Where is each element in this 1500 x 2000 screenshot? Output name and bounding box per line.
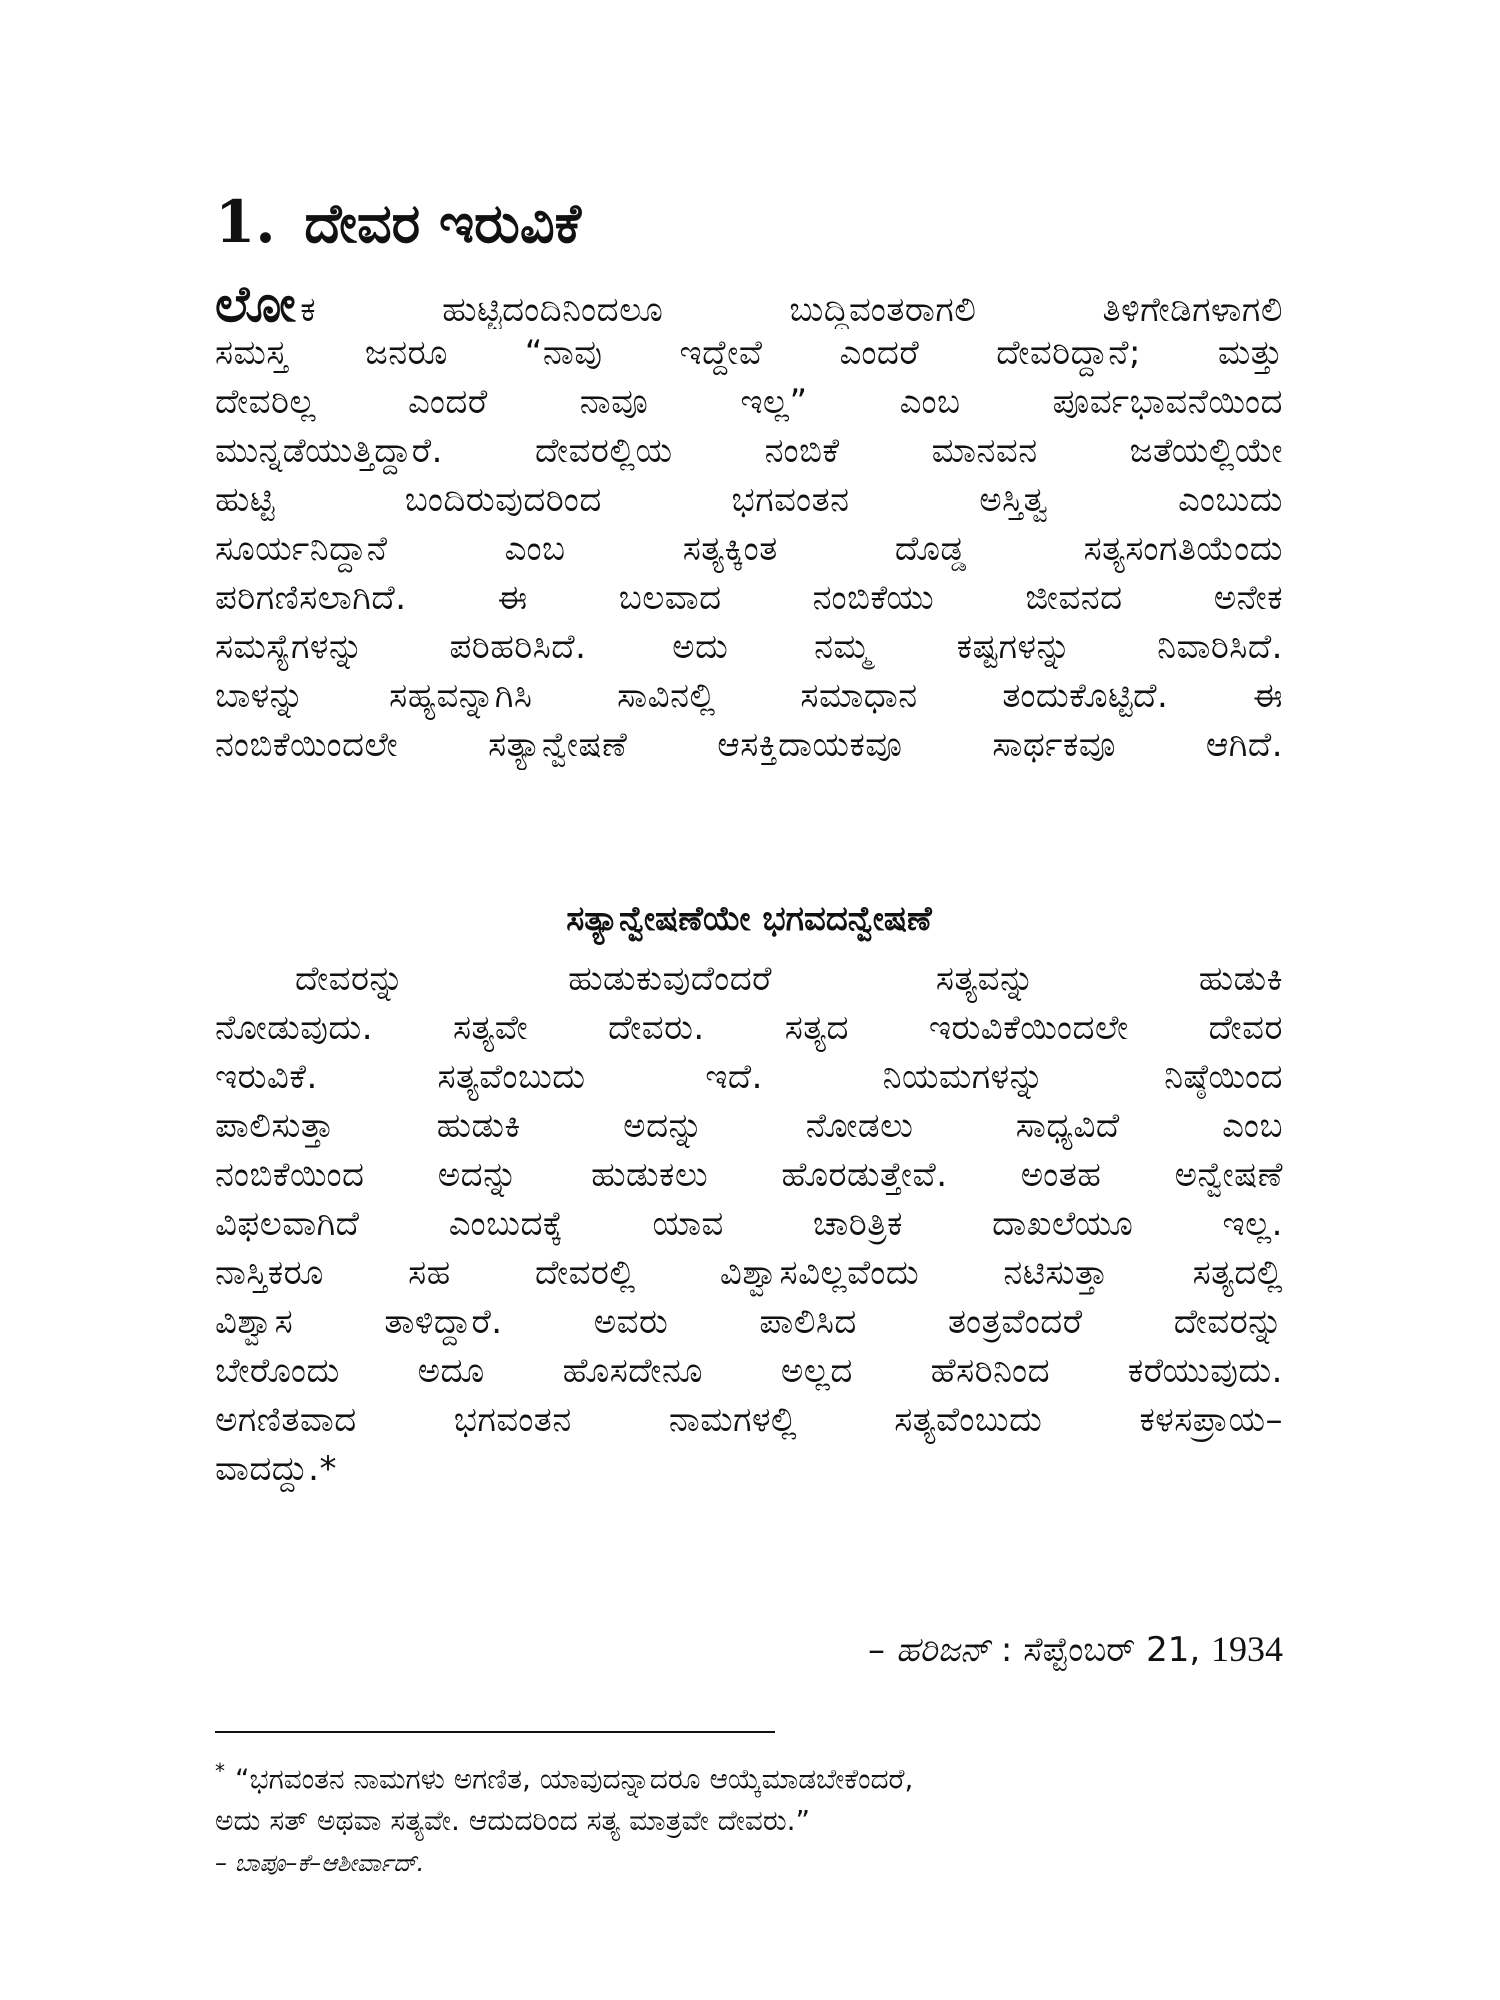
footnote-line: ಅದು ಸತ್ ಅಥವಾ ಸತ್ಯವೇ. ಆದುದರಿಂದ ಸತ್ಯ ಮಾತ್ರವೇ ದೇವರು.” [215, 1804, 811, 1838]
footnote-marker: * [215, 1759, 225, 1783]
footnote-line-text: “ಭಗವಂತನ ನಾಮಗಳು ಅಗಣಿತ, ಯಾವುದನ್ನಾದರೂ ಆಯ್ಕೆಮಾಡಬೇಕೆಂದರೆ, [235, 1762, 914, 1796]
chapter-number: 1. [215, 188, 276, 256]
chapter-title [215, 188, 581, 256]
paragraph-line: ವಿಫಲವಾಗಿದೆ ಎಂಬುದಕ್ಕೆ ಯಾವ ಚಾರಿತ್ರಿಕ ದಾಖಲೆಯೂ ಇಲ್ಲ. [215, 1204, 1283, 1244]
paragraph-line: ಪಾಲಿಸುತ್ತಾ ಹುಡುಕಿ ಅದನ್ನು ನೋಡಲು ಸಾಧ್ಯವಿದೆ ಎಂಬ [215, 1106, 1283, 1146]
paragraph-line: ದೇವರನ್ನು ಹುಡುಕುವುದೆಂದರೆ ಸತ್ಯವನ್ನು ಹುಡುಕಿ [295, 959, 1283, 999]
chapter-name: ದೇವರ ಇರುವಿಕೆ [304, 192, 582, 255]
paragraph-line: ನಂಬಿಕೆಯಿಂದಲೇ ಸತ್ಯಾನ್ವೇಷಣೆ ಆಸಕ್ತಿದಾಯಕವೂ ಸಾರ್ಥಕವೂ ಆಗಿದೆ. [215, 725, 1283, 765]
source-attribution [868, 1628, 1283, 1670]
paragraph-1 [215, 280, 1283, 770]
attribution-dash: – [868, 1630, 885, 1670]
attribution-date: ಸೆಪ್ಟೆಂಬರ್ 21, [1023, 1630, 1201, 1670]
paragraph-line: ಹುಟ್ಟಿ ಬಂದಿರುವುದರಿಂದ ಭಗವಂತನ ಅಸ್ತಿತ್ವ ಎಂಬುದು [215, 480, 1283, 520]
paragraph-line: ವಾದದ್ದು.* [215, 1449, 337, 1489]
paragraph-line [215, 280, 1283, 329]
footnote [215, 1750, 1283, 1884]
paragraph-line: ಮುನ್ನಡೆಯುತ್ತಿದ್ದಾರೆ. ದೇವರಲ್ಲಿಯ ನಂಬಿಕೆ ಮಾನವನ ಜತೆಯಲ್ಲಿಯೇ [215, 431, 1283, 471]
paragraph-line: ಇರುವಿಕೆ. ಸತ್ಯವೆಂಬುದು ಇದೆ. ನಿಯಮಗಳನ್ನು ನಿಷ್ಠೆಯಿಂದ [215, 1057, 1283, 1097]
paragraph-2 [215, 955, 1283, 1494]
attribution-source: ಹರಿಜನ್ [895, 1630, 991, 1670]
paragraph-line: ಪರಿಗಣಿಸಲಾಗಿದೆ. ಈ ಬಲವಾದ ನಂಬಿಕೆಯು ಜೀವನದ ಅನೇಕ [215, 578, 1283, 618]
section-heading: ಸತ್ಯಾನ್ವೇಷಣೆಯೇ ಭಗವದನ್ವೇಷಣೆ [566, 899, 932, 939]
paragraph-line: ಬೇರೊಂದು ಅದೂ ಹೊಸದೇನೂ ಅಲ್ಲದ ಹೆಸರಿನಿಂದ ಕರೆಯುವುದು. [215, 1351, 1283, 1391]
paragraph-line-text: ಕ ಹುಟ್ಟಿದಂದಿನಿಂದಲೂ ಬುದ್ಧಿವಂತರಾಗಲಿ ತಿಳಿಗೇಡಿಗಳಾಗಲಿ [300, 290, 1283, 329]
paragraph-line: ಬಾಳನ್ನು ಸಹ್ಯವನ್ನಾಗಿಸಿ ಸಾವಿನಲ್ಲಿ ಸಮಾಧಾನ ತಂದುಕೊಟ್ಟಿದೆ. ಈ [215, 676, 1283, 716]
footnote-divider [215, 1731, 775, 1733]
footnote-line [215, 1750, 1283, 1800]
paragraph-line: ಸಮಸ್ತ ಜನರೂ “ನಾವು ಇದ್ದೇವೆ ಎಂದರೆ ದೇವರಿದ್ದಾನೆ; ಮತ್ತು [215, 333, 1283, 373]
paragraph-line: ನೋಡುವುದು. ಸತ್ಯವೇ ದೇವರು. ಸತ್ಯದ ಇರುವಿಕೆಯಿಂದಲೇ ದೇವರ [215, 1008, 1283, 1048]
drop-cap: ಲೋ [215, 280, 297, 329]
paragraph-line: ನಂಬಿಕೆಯಿಂದ ಅದನ್ನು ಹುಡುಕಲು ಹೊರಡುತ್ತೇವೆ. ಅಂತಹ ಅನ್ವೇಷಣೆ [215, 1155, 1283, 1195]
paragraph-line: ದೇವರಿಲ್ಲ ಎಂದರೆ ನಾವೂ ಇಲ್ಲ” ಎಂಬ ಪೂರ್ವಭಾವನೆಯಿಂದ [215, 382, 1283, 422]
paragraph-line: ಸೂರ್ಯನಿದ್ದಾನೆ ಎಂಬ ಸತ್ಯಕ್ಕಿಂತ ದೊಡ್ಡ ಸತ್ಯಸಂಗತಿಯೆಂದು [215, 529, 1283, 569]
paragraph-line: ಅಗಣಿತವಾದ ಭಗವಂತನ ನಾಮಗಳಲ್ಲಿ ಸತ್ಯವೆಂಬುದು ಕಳಸಪ್ರಾಯ– [215, 1400, 1283, 1440]
paragraph-line: ನಾಸ್ತಿಕರೂ ಸಹ ದೇವರಲ್ಲಿ ವಿಶ್ವಾಸವಿಲ್ಲವೆಂದು ನಟಿಸುತ್ತಾ ಸತ್ಯದಲ್ಲಿ [215, 1253, 1283, 1293]
paragraph-line: ಸಮಸ್ಯೆಗಳನ್ನು ಪರಿಹರಿಸಿದೆ. ಅದು ನಮ್ಮ ಕಷ್ಟಗಳನ್ನು ನಿವಾರಿಸಿದೆ. [215, 627, 1283, 667]
attribution-year: 1934 [1211, 1629, 1283, 1669]
attribution-separator: : [1000, 1630, 1013, 1670]
paragraph-line: ವಿಶ್ವಾಸ ತಾಳಿದ್ದಾರೆ. ಅವರು ಪಾಲಿಸಿದ ತಂತ್ರವೆಂದರೆ ದೇವರನ್ನು [215, 1302, 1283, 1342]
footnote-signature: – ಬಾಪೂ–ಕೆ–ಆಶೀರ್ವಾದ್. [215, 1849, 425, 1878]
